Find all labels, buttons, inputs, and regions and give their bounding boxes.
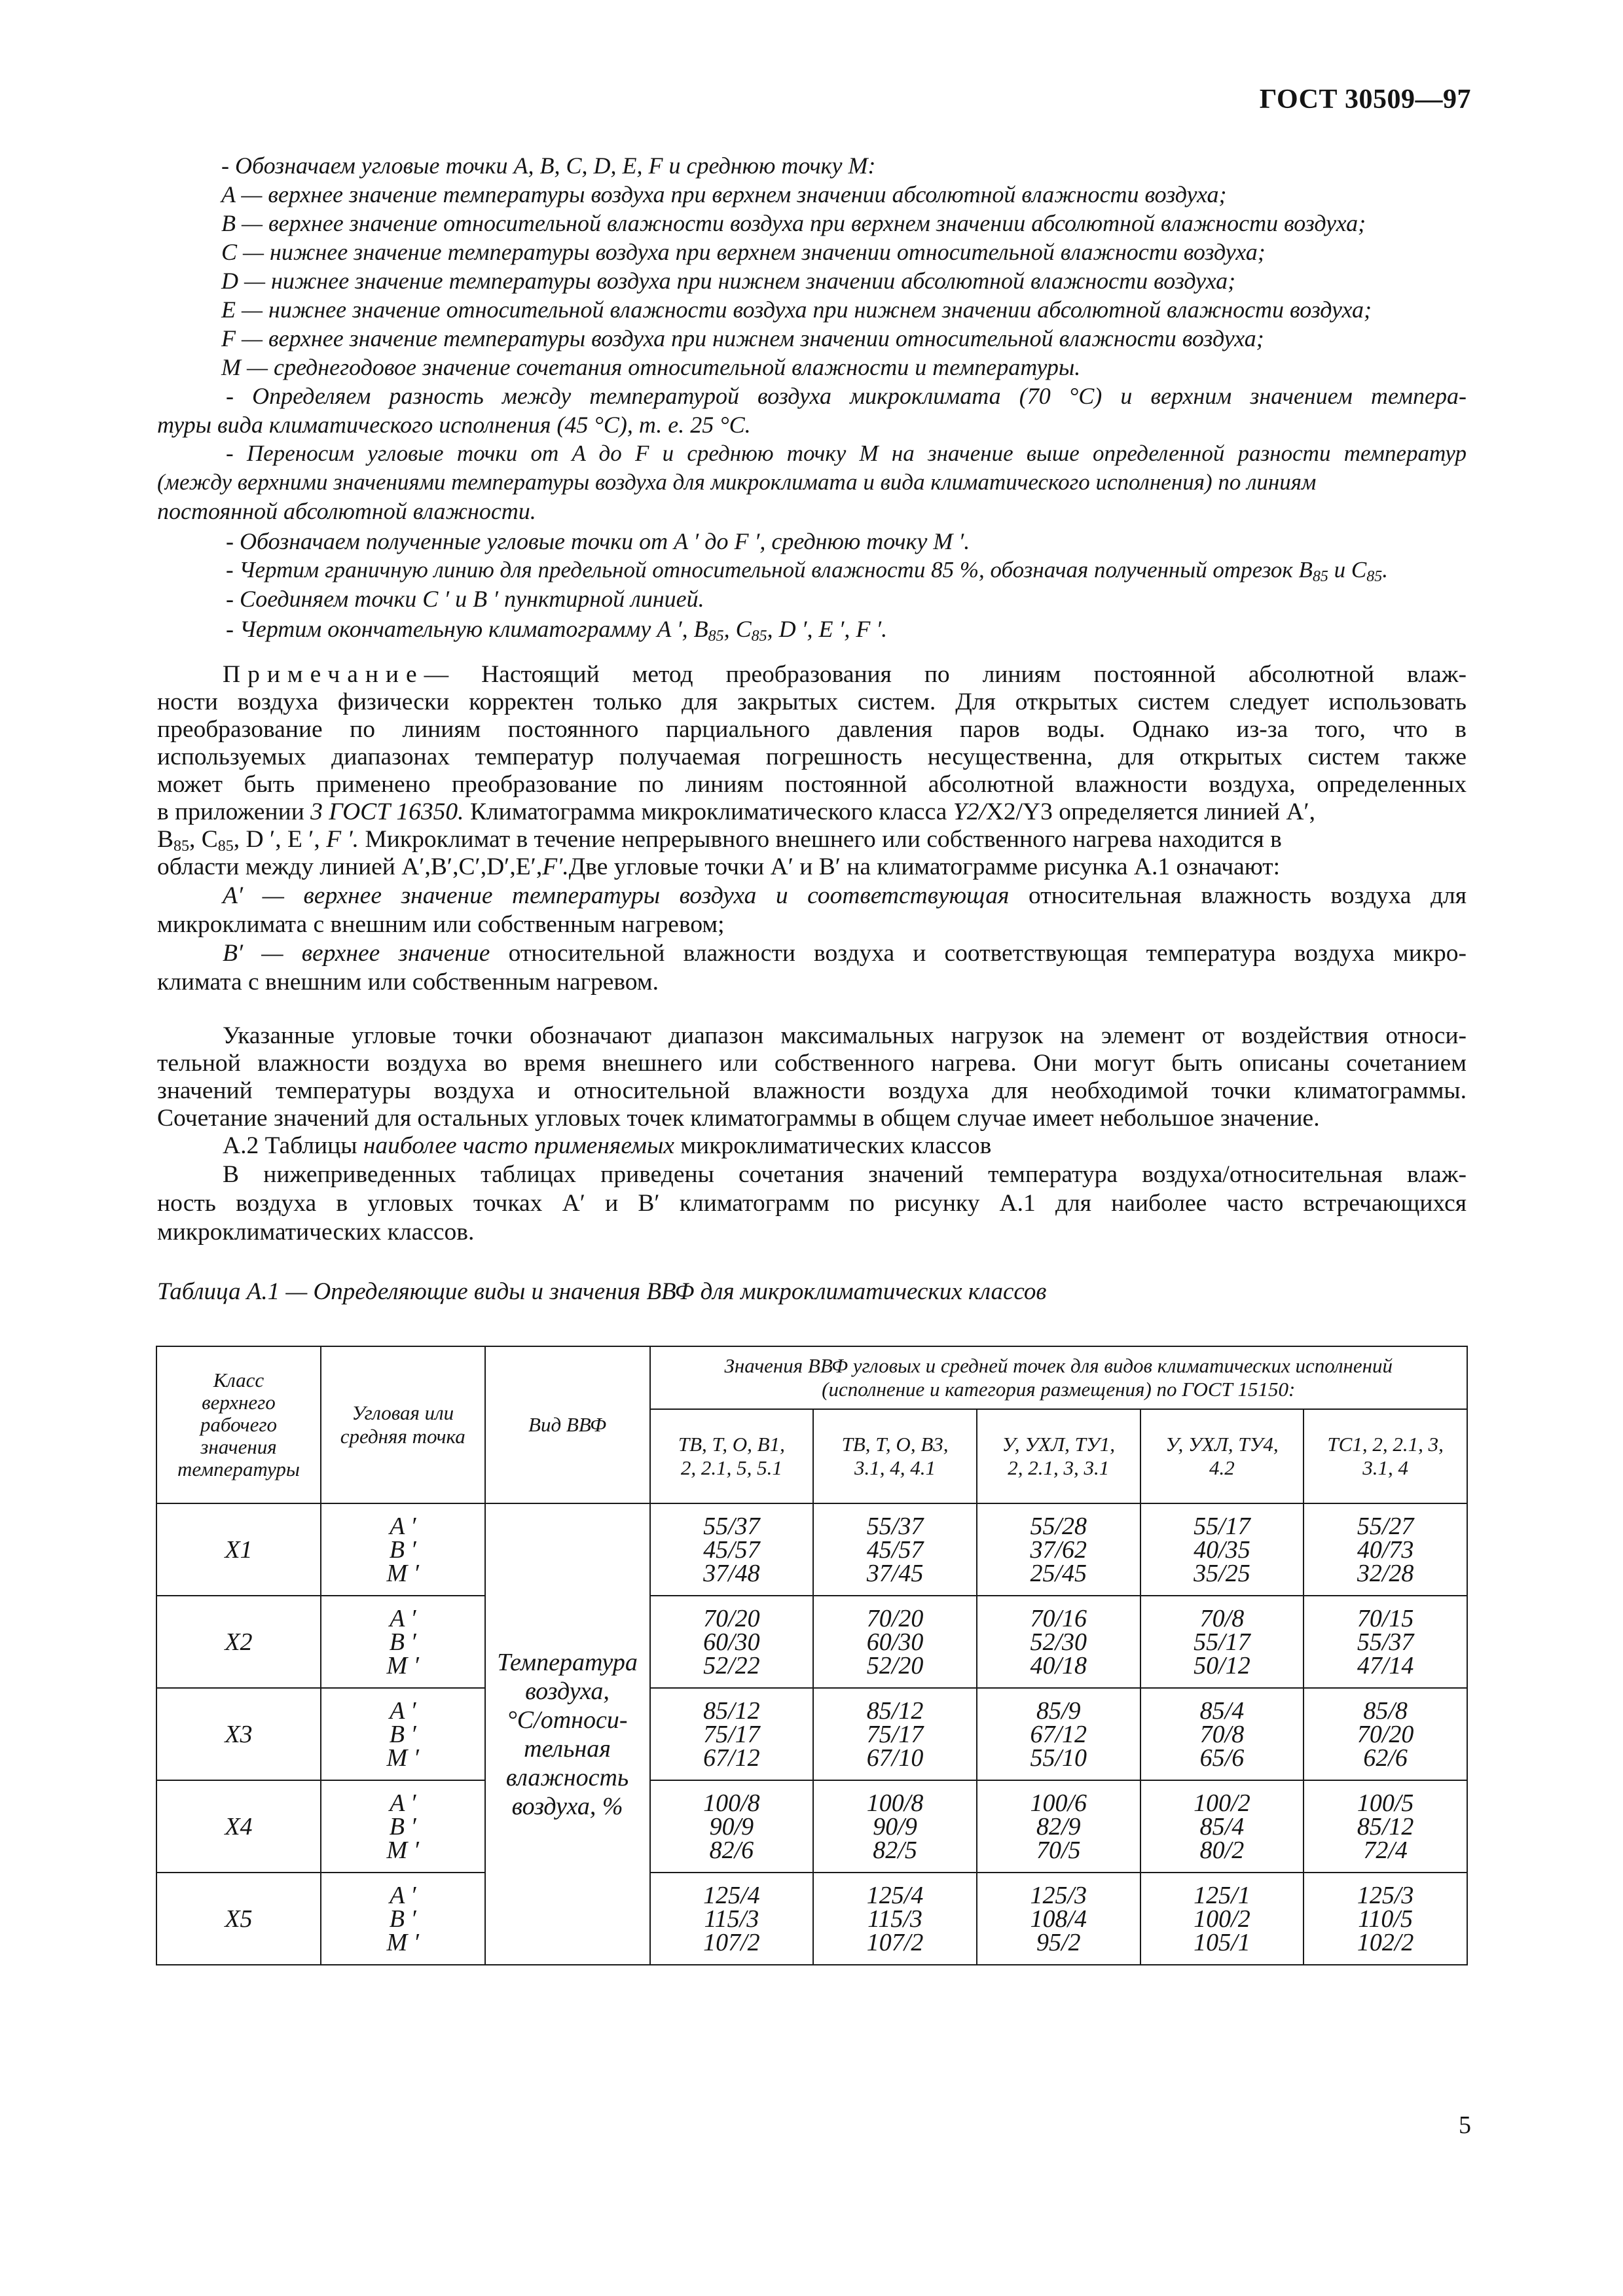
header-text: У, УХЛ, ТУ1, (1002, 1433, 1115, 1456)
cell-value: 67/12 (1030, 1720, 1087, 1748)
step-line: A — верхнее значение температуры воздуха при верхнем значении абсолютной влажности воздуха; (221, 181, 1227, 207)
vid-text: °С/относи- (507, 1706, 628, 1734)
body-line (223, 1161, 1467, 1189)
vid-text: воздуха, % (511, 1792, 623, 1820)
value-cell (650, 1780, 814, 1873)
cell-value: 90/9 (873, 1812, 917, 1840)
subscript: 85 (751, 628, 767, 645)
header-text: 4.2 (1209, 1456, 1235, 1479)
cell-value: 40/73 (1357, 1535, 1414, 1564)
cell-value: 75/17 (866, 1720, 924, 1748)
cell-value: 75/17 (703, 1720, 760, 1748)
cell-value: A ′ (390, 1789, 416, 1817)
cell-value: 100/2 (1194, 1789, 1250, 1817)
cell-value: 47/14 (1357, 1651, 1414, 1679)
points-cell (321, 1503, 485, 1596)
note-text: в приложении (157, 798, 311, 825)
class-header (156, 1346, 321, 1503)
header-text: средняя точка (340, 1425, 465, 1448)
subscript: 85 (708, 628, 724, 645)
header-text: 3.1, 4 (1362, 1456, 1408, 1479)
vid-text: Температура (497, 1648, 638, 1676)
value-cell (813, 1596, 977, 1688)
cell-value: 25/45 (1030, 1559, 1087, 1587)
page-number: 5 (1459, 2111, 1471, 2139)
note-line: климата с внешним или собственным нагревом. (157, 969, 659, 996)
point-header (321, 1346, 485, 1503)
value-cell (650, 1873, 814, 1965)
vid-text: влажность (505, 1763, 629, 1791)
note-text: относительная влажность воздуха для (1009, 882, 1467, 909)
note-text: B (157, 826, 174, 853)
cell-value: 100/8 (703, 1789, 760, 1817)
cell-value: 85/9 (1036, 1696, 1081, 1725)
cell-value: B ′ (389, 1720, 416, 1748)
step-line (226, 615, 1535, 643)
note-line: микроклимата с внешним или собственным нагревом; (157, 911, 725, 938)
cell-value: 108/4 (1030, 1905, 1087, 1933)
note-text: используемых диапазонах температур получаемая погрешность несущественна, для открытых систем также (157, 744, 1467, 770)
cell-value: 90/9 (709, 1812, 754, 1840)
note-line (157, 853, 1467, 881)
points-cell (321, 1596, 485, 1688)
note-line (157, 798, 1467, 826)
section-heading (223, 1132, 1467, 1160)
vid-value-cell (485, 1503, 650, 1965)
vid-text: тельная (524, 1734, 611, 1763)
cell-value: 102/2 (1357, 1928, 1414, 1956)
step-text: - Определяем разность между температурой воздуха микроклимата (70 °С) и верхним значением темпера- (226, 383, 1467, 409)
step-text: - Чертим окончательную климатограмму A ′, B (226, 616, 708, 642)
body-text: Указанные угловые точки обозначают диапазон максимальных нагрузок на элемент от воздействия относи- (223, 1022, 1467, 1049)
cell-value: 85/12 (1357, 1812, 1414, 1840)
cell-value: 35/25 (1194, 1559, 1250, 1587)
cell-value: 100/2 (1194, 1905, 1250, 1933)
note-label: Примечание (223, 661, 424, 688)
cell-value: 67/12 (703, 1744, 760, 1772)
note-line (223, 661, 1467, 689)
step-line: (между верхними значениями температуры воздуха для микроклимата и вида климатического исполнения) по линиям (157, 469, 1317, 495)
section-number: A.2 Таблицы (223, 1132, 363, 1159)
cell-value: 60/30 (703, 1628, 760, 1656)
cell-value: 55/37 (1357, 1628, 1414, 1656)
header-text: температуры (177, 1458, 300, 1480)
note-text: Две угловые точки A′ и B′ на климатограмме рисунка A.1 означают: (568, 853, 1281, 880)
cell-value: 55/17 (1194, 1628, 1250, 1656)
value-cell (977, 1873, 1140, 1965)
note-line (157, 826, 1467, 853)
cell-value: 70/8 (1199, 1720, 1245, 1748)
cell-value: 45/57 (866, 1535, 924, 1564)
class-cell: X5 (156, 1873, 321, 1965)
cell-value: 52/30 (1030, 1628, 1087, 1656)
value-cell (813, 1873, 977, 1965)
cell-value: 32/28 (1357, 1559, 1414, 1587)
body-text: ность воздуха в угловых точках A′ и B′ климатограмм по рисунку A.1 для наиболее часто встречающихся (157, 1190, 1467, 1217)
cell-value: 50/12 (1194, 1651, 1250, 1679)
note-text: — Настоящий метод преобразования по линиям постоянной абсолютной влаж- (424, 661, 1467, 688)
step-line: - Обозначаем угловые точки A, B, C, D, E, F и среднюю точку M: (221, 152, 876, 179)
subscript: 85 (173, 838, 190, 855)
cell-value: 60/30 (866, 1628, 924, 1656)
note-line (157, 716, 1467, 744)
header-text: Вид ВВФ (528, 1413, 607, 1436)
step-line: F — верхнее значение температуры воздуха при нижнем значении относительной влажности воздуха; (221, 325, 1264, 351)
cell-value: 125/4 (866, 1881, 924, 1909)
value-cell (813, 1688, 977, 1780)
subscript: 85 (217, 838, 234, 855)
note-text: , D ′, E ′, (233, 826, 327, 853)
note-text: 3 ГОСТ 16350. (310, 798, 464, 825)
cell-value: 85/8 (1363, 1696, 1408, 1725)
note-text: Климатограмма микроклиматического класса (464, 798, 953, 825)
cell-value: 55/10 (1030, 1744, 1087, 1772)
cell-value: 105/1 (1194, 1928, 1250, 1956)
cell-value: 52/20 (866, 1651, 924, 1679)
cell-value: 110/5 (1358, 1905, 1413, 1933)
cell-value: 70/20 (1357, 1720, 1414, 1748)
table-caption: Таблица A.1 — Определяющие виды и значения ВВФ для микроклиматических классов (157, 1278, 1047, 1305)
header-text: 2, 2.1, 5, 5.1 (680, 1456, 782, 1479)
value-cell (650, 1688, 814, 1780)
step-text: , C (723, 616, 752, 642)
cell-value: M ′ (386, 1928, 419, 1956)
header-text: (исполнение и категория размещения) по ГОСТ 15150: (822, 1378, 1296, 1401)
body-text: значений температуры воздуха и относительной влажности воздуха для необходимой точки климатограммы. (157, 1077, 1467, 1104)
step-text: - Переносим угловые точки от A до F и среднюю точку M на значение выше определенной разности температур (226, 440, 1467, 466)
cell-value: 125/3 (1357, 1881, 1414, 1909)
value-cell (1304, 1596, 1467, 1688)
value-cell (1140, 1596, 1304, 1688)
cell-value: 100/8 (866, 1789, 924, 1817)
body-line (157, 1077, 1467, 1105)
cell-value: A ′ (390, 1604, 416, 1632)
cell-value: 52/22 (703, 1651, 760, 1679)
cell-value: 115/3 (867, 1905, 922, 1933)
step-text: - Чертим граничную линию для предельной относительной влажности 85 %, обозначая полученный отрезок B (226, 557, 1313, 583)
class-cell: X3 (156, 1688, 321, 1780)
cell-value: B ′ (389, 1535, 416, 1564)
cell-value: M ′ (386, 1651, 419, 1679)
step-line (226, 556, 1535, 584)
header-text: верхнего (202, 1391, 276, 1414)
note-text: может быть применено преобразование по линиям постоянной абсолютной влажности воздуха, определенных (157, 771, 1467, 798)
header-text: Угловая или (352, 1401, 454, 1424)
cell-value: 67/10 (866, 1744, 924, 1772)
header-text: ТВ, Т, О, В1, (678, 1433, 785, 1456)
step-line: постоянной абсолютной влажности. (157, 498, 536, 524)
cell-value: 55/37 (866, 1512, 924, 1540)
note-text: Микроклимат в течение непрерывного внешнего или собственного нагрева находится в (359, 826, 1282, 853)
step-line: C — нижнее значение температуры воздуха при верхнем значении относительной влажности воздуха; (221, 239, 1266, 265)
cell-value: 82/5 (873, 1836, 917, 1864)
header-text: рабочего (200, 1413, 277, 1436)
step-line: туры вида климатического исполнения (45 °С), т. е. 25 °С. (157, 412, 751, 438)
header-text: 3.1, 4, 4.1 (854, 1456, 936, 1479)
step-line: M — среднегодовое значение сочетания относительной влажности и температуры. (221, 354, 1081, 380)
body-line (157, 1050, 1467, 1077)
table-row (156, 1780, 1467, 1873)
step-line: - Соединяем точки C ′ и B ′ пунктирной линией. (226, 586, 704, 612)
value-cell (1140, 1873, 1304, 1965)
header-text: ТВ, Т, О, В3, (841, 1433, 949, 1456)
cell-value: 70/5 (1036, 1836, 1081, 1864)
note-text: преобразование по линиям постоянного парциального давления паров воды. Однако из-за того, что в (157, 716, 1467, 743)
cell-value: 55/28 (1030, 1512, 1087, 1540)
subscript: 85 (1312, 568, 1328, 585)
microclimate-table (156, 1346, 1468, 1965)
value-cell (1304, 1873, 1467, 1965)
cell-value: 85/4 (1199, 1812, 1245, 1840)
cell-value: 70/8 (1199, 1604, 1245, 1632)
cell-value: 70/15 (1357, 1604, 1414, 1632)
header-text: Значения ВВФ угловых и средней точек для видов климатических исполнений (724, 1354, 1393, 1377)
cell-value: 125/1 (1194, 1881, 1250, 1909)
value-cell (977, 1503, 1140, 1596)
value-cell (1140, 1503, 1304, 1596)
body-text: В нижеприведенных таблицах приведены сочетания значений температура воздуха/относительная влаж- (223, 1161, 1467, 1188)
cell-value: 85/12 (866, 1696, 924, 1725)
note-text: X2/Y3 определяется линией A′, (985, 798, 1316, 825)
step-text: . (1382, 557, 1388, 583)
cell-value: 72/4 (1363, 1836, 1408, 1864)
body-line: микроклиматических классов. (157, 1219, 475, 1246)
value-cell (1140, 1688, 1304, 1780)
cell-value: B ′ (389, 1628, 416, 1656)
step-line: B — верхнее значение относительной влажности воздуха при верхнем значении абсолютной влажности воздуха; (221, 210, 1366, 236)
points-cell (321, 1688, 485, 1780)
cell-value: 55/27 (1357, 1512, 1414, 1540)
subheader-tv-t-o-v3 (813, 1409, 977, 1503)
cell-value: A ′ (390, 1512, 416, 1540)
cell-value: 62/6 (1363, 1744, 1408, 1772)
subscript: 85 (1366, 568, 1383, 585)
value-cell (977, 1780, 1140, 1873)
cell-value: A ′ (390, 1881, 416, 1909)
note-line (223, 940, 1467, 967)
table-row (156, 1688, 1467, 1780)
header-text: У, УХЛ, ТУ4, (1165, 1433, 1279, 1456)
header-text: значения (200, 1435, 277, 1458)
values-group-header (650, 1346, 1467, 1409)
vid-header (485, 1346, 650, 1503)
value-cell (977, 1596, 1140, 1688)
body-line (223, 1022, 1467, 1050)
cell-value: 70/20 (866, 1604, 924, 1632)
section-title: микроклиматических классов (674, 1132, 992, 1159)
cell-value: 70/16 (1030, 1604, 1087, 1632)
cell-value: 100/5 (1357, 1789, 1414, 1817)
cell-value: 55/37 (703, 1512, 760, 1540)
subheader-ts1 (1304, 1409, 1467, 1503)
subheader-u-uhl-tu4 (1140, 1409, 1304, 1503)
subheader-tv-t-o-v1 (650, 1409, 814, 1503)
cell-value: A ′ (390, 1696, 416, 1725)
cell-value: M ′ (386, 1836, 419, 1864)
cell-value: 45/57 (703, 1535, 760, 1564)
cell-value: 55/17 (1194, 1512, 1250, 1540)
body-line: Сочетание значений для остальных угловых точек климатограммы в общем случае имеет небольшое значение. (157, 1105, 1320, 1132)
header-text: ТС1, 2, 2.1, 3, (1327, 1433, 1444, 1456)
points-cell (321, 1780, 485, 1873)
cell-value: 40/35 (1194, 1535, 1250, 1564)
class-cell: X1 (156, 1503, 321, 1596)
cell-value: 115/3 (704, 1905, 759, 1933)
section-title: наиболее часто применяемых (363, 1132, 675, 1159)
note-text: F ′. (326, 826, 359, 853)
cell-value: 85/4 (1199, 1696, 1245, 1725)
document-code: ГОСТ 30509—97 (1259, 84, 1471, 115)
value-cell (1304, 1688, 1467, 1780)
body-text: тельной влажности воздуха во время внешнего или собственного нагрева. Они могут быть описаны сочетанием (157, 1050, 1467, 1077)
note-line (157, 771, 1467, 798)
cell-value: B ′ (389, 1812, 416, 1840)
cell-value: 82/9 (1036, 1812, 1081, 1840)
cell-value: 65/6 (1199, 1744, 1245, 1772)
step-line: E — нижнее значение относительной влажности воздуха при нижнем значении абсолютной влажности воздуха; (221, 296, 1372, 323)
note-text: B′ — верхнее значение (223, 940, 490, 967)
note-line (157, 744, 1467, 771)
step-text: и C (1328, 557, 1367, 583)
cell-value: B ′ (389, 1905, 416, 1933)
cell-value: 40/18 (1030, 1651, 1087, 1679)
cell-value: 107/2 (703, 1928, 760, 1956)
note-text: F′. (542, 853, 569, 880)
cell-value: 95/2 (1036, 1928, 1081, 1956)
class-cell: X2 (156, 1596, 321, 1688)
note-text: области между линией A′,B′,C′,D′,E′, (157, 853, 543, 880)
cell-value: 37/45 (866, 1559, 924, 1587)
value-cell (650, 1503, 814, 1596)
value-cell (1304, 1780, 1467, 1873)
header-text: Класс (213, 1369, 264, 1391)
table-row (156, 1596, 1467, 1688)
cell-value: 125/3 (1030, 1881, 1087, 1909)
step-text: , D ′, E ′, F ′. (767, 616, 888, 642)
step-line: D — нижнее значение температуры воздуха при нижнем значении абсолютной влажности воздуха; (221, 268, 1236, 294)
cell-value: 82/6 (709, 1836, 754, 1864)
subheader-u-uhl-tu1 (977, 1409, 1140, 1503)
note-line (157, 689, 1467, 716)
vid-text: воздуха, (525, 1677, 610, 1705)
value-cell (813, 1503, 977, 1596)
cell-value: M ′ (386, 1744, 419, 1772)
cell-value: 37/48 (703, 1559, 760, 1587)
note-text: Y2/ (953, 798, 986, 825)
value-cell (977, 1688, 1140, 1780)
cell-value: 125/4 (703, 1881, 760, 1909)
cell-value: 70/20 (703, 1604, 760, 1632)
note-text: относительной влажности воздуха и соответствующая температура воздуха микро- (490, 940, 1467, 967)
cell-value: 37/62 (1030, 1535, 1087, 1564)
value-cell (1140, 1780, 1304, 1873)
note-line (223, 882, 1467, 910)
value-cell (813, 1780, 977, 1873)
step-line (226, 440, 1467, 467)
body-line (157, 1190, 1467, 1217)
cell-value: 85/12 (703, 1696, 760, 1725)
step-line: - Обозначаем полученные угловые точки от A ′ до F ′, среднюю точку M ′. (226, 528, 970, 554)
value-cell (650, 1596, 814, 1688)
value-cell (1304, 1503, 1467, 1596)
cell-value: 100/6 (1030, 1789, 1087, 1817)
note-text: , C (189, 826, 218, 853)
cell-value: 80/2 (1199, 1836, 1245, 1864)
header-text: 2, 2.1, 3, 3.1 (1008, 1456, 1110, 1479)
points-cell (321, 1873, 485, 1965)
note-text: ности воздуха физически корректен только для закрытых систем. Для открытых систем следует использовать (157, 689, 1467, 715)
cell-value: 107/2 (866, 1928, 924, 1956)
class-cell: X4 (156, 1780, 321, 1873)
note-text: A′ — верхнее значение температуры воздуха и соответствующая (223, 882, 1010, 909)
step-line (226, 382, 1467, 410)
table-row (156, 1503, 1467, 1596)
cell-value: M ′ (386, 1559, 419, 1587)
table-row (156, 1873, 1467, 1965)
